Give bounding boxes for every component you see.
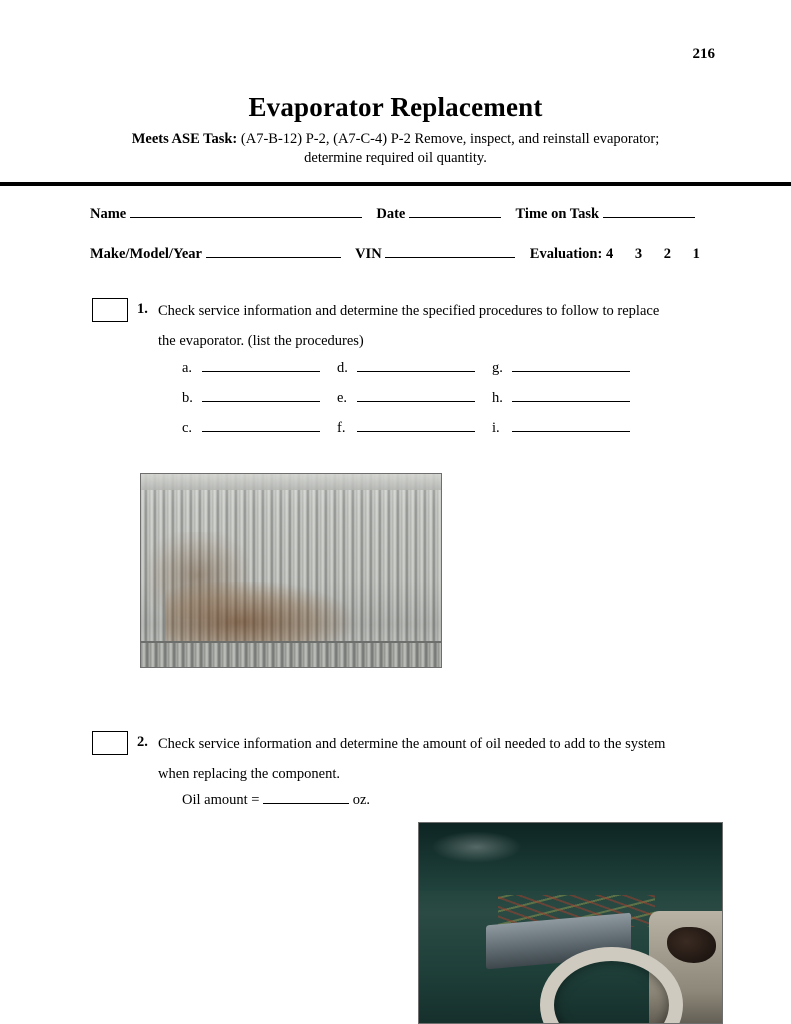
- item-1-text-line2: the evaporator. (list the procedures): [158, 333, 364, 349]
- sublist-letter-h: h.: [492, 390, 503, 406]
- sublist-letter-b: b.: [182, 390, 193, 406]
- dashboard-highlight: [431, 831, 522, 863]
- vin-label: VIN: [355, 246, 382, 262]
- sublist-input-d[interactable]: [357, 357, 475, 372]
- item-2-text-line1: Check service information and determine the amount of oil needed to add to the system: [158, 736, 666, 752]
- sublist-input-b[interactable]: [202, 387, 320, 402]
- make-vin-evaluation-row: [90, 243, 709, 263]
- sublist-input-e[interactable]: [357, 387, 475, 402]
- item-2-number: 2.: [137, 734, 148, 750]
- name-date-time-row: [90, 203, 695, 223]
- item-1-text-line1: Check service information and determine the specified procedures to follow to replace: [158, 303, 660, 319]
- sublist-letter-g: g.: [492, 360, 503, 376]
- sublist-input-f[interactable]: [357, 417, 475, 432]
- time-on-task-input[interactable]: [603, 203, 695, 218]
- sublist-item: [337, 417, 475, 447]
- sublist-item: [492, 387, 630, 417]
- date-input[interactable]: [409, 203, 501, 218]
- sublist-input-i[interactable]: [512, 417, 630, 432]
- header-divider: [0, 182, 791, 186]
- ase-task-text-line2: determine required oil quantity.: [304, 150, 487, 166]
- sublist-item: [337, 357, 475, 387]
- sublist-letter-i: i.: [492, 420, 500, 436]
- item-1-sublist-col-3: [492, 357, 630, 447]
- sublist-item: [182, 417, 320, 447]
- evaporator-bottom-edge: [141, 641, 441, 667]
- sublist-item: [182, 387, 320, 417]
- date-label: Date: [376, 206, 406, 222]
- sublist-letter-c: c.: [182, 420, 193, 436]
- item-1-checkbox[interactable]: [92, 298, 128, 322]
- oil-amount-units: oz.: [352, 792, 371, 808]
- sublist-input-c[interactable]: [202, 417, 320, 432]
- ase-task-text: (A7-B-12) P-2, (A7-C-4) P-2 Remove, inspect, and reinstall evaporator;: [240, 131, 660, 147]
- sublist-item: [492, 357, 630, 387]
- dashboard-removed-photo: [418, 822, 723, 1024]
- name-input[interactable]: [130, 203, 362, 218]
- make-model-year-label: Make/Model/Year: [90, 246, 202, 262]
- sublist-letter-a: a.: [182, 360, 193, 376]
- vin-input[interactable]: [385, 243, 515, 258]
- make-model-year-input[interactable]: [206, 243, 341, 258]
- page-number: 216: [692, 46, 715, 62]
- technician-hand: [667, 927, 715, 963]
- ase-task-label: Meets ASE Task:: [131, 131, 238, 147]
- sublist-item: [337, 387, 475, 417]
- name-label: Name: [90, 206, 127, 222]
- item-1-sublist-col-1: [182, 357, 320, 447]
- sublist-letter-e: e.: [337, 390, 348, 406]
- item-1-number: 1.: [137, 301, 148, 317]
- sublist-letter-d: d.: [337, 360, 348, 376]
- item-2-checkbox[interactable]: [92, 731, 128, 755]
- oil-amount-row: [182, 789, 370, 809]
- sublist-letter-f: f.: [337, 420, 346, 436]
- sublist-input-h[interactable]: [512, 387, 630, 402]
- oil-amount-input[interactable]: [263, 789, 349, 804]
- sublist-item: [492, 417, 630, 447]
- sublist-item: [182, 357, 320, 387]
- evaluation-label: Evaluation:: [529, 246, 603, 262]
- item-1-sublist-col-2: [337, 357, 475, 447]
- time-on-task-label: Time on Task: [515, 206, 600, 222]
- evaporator-core-photo: [140, 473, 442, 668]
- sublist-input-a[interactable]: [202, 357, 320, 372]
- oil-amount-label: Oil amount =: [182, 792, 260, 808]
- item-2-text-line2: when replacing the component.: [158, 766, 340, 782]
- page-title: Evaporator Replacement: [248, 92, 543, 122]
- sublist-input-g[interactable]: [512, 357, 630, 372]
- item-2-text: [158, 729, 718, 789]
- evaporator-shading: [141, 474, 441, 667]
- evaluation-scale[interactable]: 4 3 2 1: [605, 246, 709, 262]
- ase-task-block: [0, 130, 791, 168]
- item-1-text: [158, 296, 718, 356]
